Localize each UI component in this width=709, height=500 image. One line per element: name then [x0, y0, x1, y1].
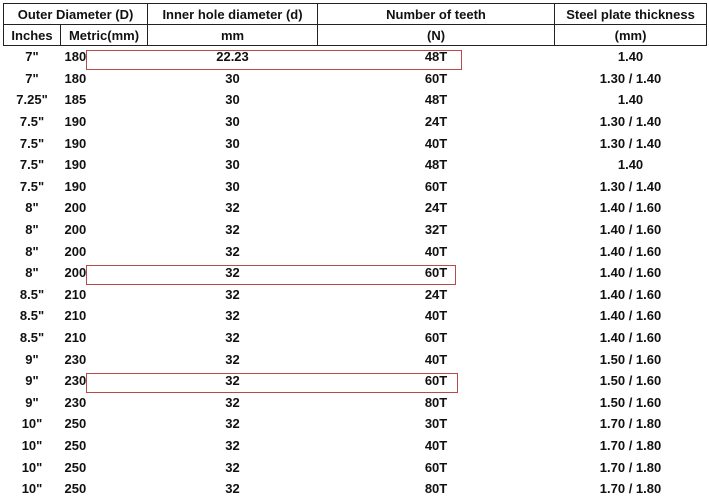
table-body	[4, 46, 707, 500]
table-row	[4, 456, 707, 478]
table-row	[4, 284, 707, 306]
cell-inner-hole: 32	[225, 243, 240, 259]
table-row	[4, 478, 707, 500]
table-row	[4, 327, 707, 349]
cell-inner-hole: 30	[225, 70, 240, 86]
cell-teeth: 40T	[424, 135, 448, 151]
cell-inches: 10"	[21, 437, 43, 453]
table-row	[4, 305, 707, 327]
cell-teeth: 60T	[424, 373, 448, 389]
header-outer-diameter: Outer Diameter (D)	[4, 4, 148, 25]
cell-metric: 190	[64, 114, 87, 130]
header-inner-hole: Inner hole diameter (d)	[148, 4, 318, 25]
cell-inches: 8.5"	[19, 330, 45, 346]
cell-inches: 7.5"	[19, 157, 45, 173]
cell-teeth: 30T	[424, 416, 448, 432]
cell-inches: 8"	[25, 222, 39, 238]
table-row	[4, 240, 707, 262]
header-thickness-unit: (mm)	[555, 25, 707, 46]
table-row	[4, 154, 707, 176]
cell-metric: 185	[64, 92, 87, 108]
cell-metric: 180	[64, 70, 87, 86]
cell-metric: 200	[64, 243, 87, 259]
cell-metric: 200	[64, 265, 87, 281]
cell-inches: 8"	[25, 243, 39, 259]
cell-inner-hole: 32	[225, 222, 240, 238]
cell-inner-hole: 32	[225, 416, 240, 432]
header-inches: Inches	[4, 25, 61, 46]
cell-inner-hole: 22.23	[216, 49, 249, 65]
cell-inches: 8.5"	[19, 308, 45, 324]
table-row	[4, 111, 707, 133]
table-row	[4, 197, 707, 219]
table-row	[4, 413, 707, 435]
cell-teeth: 32T	[424, 222, 448, 238]
cell-metric: 250	[64, 437, 87, 453]
cell-inner-hole: 32	[225, 286, 240, 302]
cell-inches: 7.25"	[16, 92, 48, 108]
cell-teeth: 40T	[424, 308, 448, 324]
cell-inner-hole: 32	[225, 373, 240, 389]
cell-teeth: 60T	[424, 265, 448, 281]
cell-teeth: 40T	[424, 243, 448, 259]
cell-metric: 190	[64, 178, 87, 194]
cell-metric: 180	[64, 49, 87, 65]
cell-metric: 200	[64, 222, 87, 238]
cell-thickness: 1.50 / 1.60	[599, 351, 662, 367]
cell-thickness: 1.70 / 1.80	[599, 437, 662, 453]
cell-metric: 250	[64, 481, 87, 497]
cell-metric: 190	[64, 135, 87, 151]
cell-thickness: 1.40	[617, 49, 644, 65]
cell-teeth: 40T	[424, 437, 448, 453]
cell-metric: 230	[64, 351, 87, 367]
cell-inner-hole: 32	[225, 351, 240, 367]
cell-thickness: 1.70 / 1.80	[599, 416, 662, 432]
cell-thickness: 1.40 / 1.60	[599, 308, 662, 324]
cell-inches: 9"	[25, 373, 39, 389]
cell-inches: 9"	[25, 394, 39, 410]
cell-thickness: 1.50 / 1.60	[599, 373, 662, 389]
table-row	[4, 370, 707, 392]
cell-inches: 10"	[21, 416, 43, 432]
cell-inner-hole: 32	[225, 308, 240, 324]
cell-thickness: 1.50 / 1.60	[599, 394, 662, 410]
cell-inner-hole: 30	[225, 135, 240, 151]
cell-inner-hole: 30	[225, 92, 240, 108]
cell-inner-hole: 32	[225, 265, 240, 281]
cell-metric: 200	[64, 200, 87, 216]
cell-thickness: 1.40 / 1.60	[599, 222, 662, 238]
cell-thickness: 1.30 / 1.40	[599, 135, 662, 151]
cell-inner-hole: 32	[225, 200, 240, 216]
header-metric: Metric(mm)	[61, 25, 148, 46]
cell-inches: 7"	[25, 49, 39, 65]
cell-teeth: 60T	[424, 178, 448, 194]
cell-inner-hole: 30	[225, 114, 240, 130]
cell-metric: 190	[64, 157, 87, 173]
cell-teeth: 48T	[424, 92, 448, 108]
cell-inches: 7.5"	[19, 178, 45, 194]
table-row	[4, 46, 707, 68]
table-row	[4, 262, 707, 284]
table-header	[4, 4, 707, 46]
table-row	[4, 68, 707, 90]
spec-table	[3, 3, 707, 499]
cell-teeth: 24T	[424, 200, 448, 216]
cell-thickness: 1.70 / 1.80	[599, 459, 662, 475]
cell-inches: 9"	[25, 351, 39, 367]
cell-inner-hole: 30	[225, 178, 240, 194]
cell-inner-hole: 32	[225, 437, 240, 453]
cell-teeth: 48T	[424, 157, 448, 173]
cell-thickness: 1.70 / 1.80	[599, 481, 662, 497]
cell-thickness: 1.40 / 1.60	[599, 243, 662, 259]
cell-teeth: 80T	[424, 394, 448, 410]
cell-inner-hole: 32	[225, 459, 240, 475]
table-row	[4, 89, 707, 111]
cell-inches: 7"	[25, 70, 39, 86]
cell-teeth: 80T	[424, 481, 448, 497]
cell-metric: 250	[64, 416, 87, 432]
cell-thickness: 1.30 / 1.40	[599, 70, 662, 86]
header-thickness: Steel plate thickness	[555, 4, 707, 25]
cell-metric: 230	[64, 394, 87, 410]
cell-inches: 8"	[25, 200, 39, 216]
cell-thickness: 1.30 / 1.40	[599, 114, 662, 130]
cell-teeth: 60T	[424, 70, 448, 86]
cell-teeth: 60T	[424, 330, 448, 346]
cell-thickness: 1.40 / 1.60	[599, 286, 662, 302]
cell-metric: 230	[64, 373, 87, 389]
cell-teeth: 24T	[424, 114, 448, 130]
cell-inches: 10"	[21, 459, 43, 475]
cell-inches: 7.5"	[19, 114, 45, 130]
header-teeth-unit: (N)	[318, 25, 555, 46]
cell-inner-hole: 30	[225, 157, 240, 173]
cell-thickness: 1.30 / 1.40	[599, 178, 662, 194]
cell-thickness: 1.40 / 1.60	[599, 200, 662, 216]
table-row	[4, 392, 707, 414]
cell-inner-hole: 32	[225, 481, 240, 497]
table-row	[4, 435, 707, 457]
cell-teeth: 48T	[424, 49, 448, 65]
cell-metric: 210	[64, 286, 87, 302]
table-row	[4, 348, 707, 370]
cell-teeth: 40T	[424, 351, 448, 367]
cell-inner-hole: 32	[225, 330, 240, 346]
cell-inches: 8.5"	[19, 286, 45, 302]
header-inner-unit: mm	[148, 25, 318, 46]
table-row	[4, 176, 707, 198]
cell-metric: 210	[64, 308, 87, 324]
cell-thickness: 1.40 / 1.60	[599, 265, 662, 281]
cell-metric: 210	[64, 330, 87, 346]
cell-teeth: 24T	[424, 286, 448, 302]
table-row	[4, 219, 707, 241]
cell-teeth: 60T	[424, 459, 448, 475]
cell-inches: 8"	[25, 265, 39, 281]
cell-inches: 7.5"	[19, 135, 45, 151]
cell-thickness: 1.40	[617, 92, 644, 108]
cell-metric: 250	[64, 459, 87, 475]
cell-thickness: 1.40	[617, 157, 644, 173]
cell-inner-hole: 32	[225, 394, 240, 410]
header-teeth: Number of teeth	[318, 4, 555, 25]
table-row	[4, 132, 707, 154]
cell-thickness: 1.40 / 1.60	[599, 330, 662, 346]
cell-inches: 10"	[21, 481, 43, 497]
